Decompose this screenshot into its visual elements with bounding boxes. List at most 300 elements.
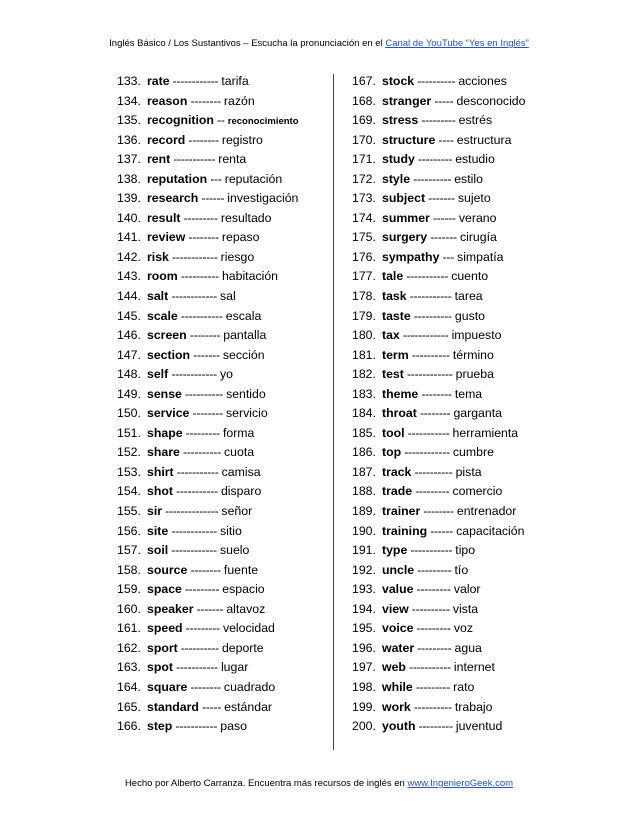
vocabulary-row (352, 443, 552, 463)
entry-number: 148. (117, 367, 141, 382)
footer-text: Hecho por Alberto Carranza. Encuentra más recursos de inglés en (124, 778, 408, 789)
spanish-translation: trabajo (454, 699, 493, 714)
vocabulary-row (117, 698, 332, 718)
spanish-translation: estructura (456, 132, 512, 147)
entry-number: 142. (117, 249, 141, 264)
entry-number: 165. (117, 699, 141, 714)
vocabulary-row (117, 404, 332, 424)
spanish-translation: vista (452, 601, 479, 616)
vocabulary-row (352, 111, 552, 131)
entry-number: 169. (352, 113, 376, 128)
entry-number: 185. (352, 425, 376, 440)
spanish-translation: yo (219, 367, 233, 382)
entry-number: 177. (352, 269, 376, 284)
dash-leader: ----------- (172, 660, 221, 675)
dash-leader: ----------- (172, 484, 221, 499)
entry-number: 170. (352, 132, 376, 147)
english-word: reputation (147, 171, 208, 186)
dash-leader: ------ (427, 523, 457, 538)
vocabulary-row (117, 346, 332, 366)
vocabulary-row (352, 92, 552, 112)
vocabulary-row (117, 307, 332, 327)
entry-number: 194. (352, 601, 376, 616)
vocabulary-row (117, 522, 332, 542)
english-word: water (382, 640, 415, 655)
vocabulary-row (352, 287, 552, 307)
english-word: standard (147, 699, 199, 714)
english-word: review (147, 230, 186, 245)
dash-leader: ------- (193, 601, 227, 616)
english-word: summer (382, 210, 430, 225)
spanish-translation: deporte (221, 640, 264, 655)
dash-leader: ---------- (179, 445, 225, 460)
youtube-channel-link[interactable]: Canal de YouTube “Yes en Inglés” (385, 38, 529, 49)
vocabulary-row (352, 600, 552, 620)
spanish-translation: sección (222, 347, 265, 362)
entry-number: 159. (117, 582, 141, 597)
dash-leader: ----------- (406, 289, 455, 304)
entry-number: 166. (117, 719, 141, 734)
english-word: structure (382, 132, 436, 147)
spanish-translation: internet (453, 660, 495, 675)
vocabulary-row (117, 228, 332, 248)
entry-number: 188. (352, 484, 376, 499)
dash-leader: -------- (187, 562, 224, 577)
spanish-translation: gusto (454, 308, 485, 323)
spanish-translation: prueba (455, 367, 494, 382)
vocabulary-row (352, 189, 552, 209)
english-word: trade (382, 484, 413, 499)
dash-leader: -------- (418, 386, 455, 401)
english-word: sense (147, 386, 182, 401)
english-word: test (382, 367, 404, 382)
entry-number: 158. (117, 562, 141, 577)
english-word: sympathy (382, 249, 440, 264)
english-word: room (147, 269, 178, 284)
english-word: theme (382, 386, 419, 401)
dash-leader: ------- (190, 347, 223, 362)
entry-number: 182. (352, 367, 376, 382)
english-word: youth (382, 719, 416, 734)
entry-number: 191. (352, 543, 376, 558)
vocabulary-row (117, 326, 332, 346)
dash-leader: --------- (182, 425, 223, 440)
entry-number: 197. (352, 660, 376, 675)
english-word: stranger (382, 93, 432, 108)
english-word: square (147, 679, 188, 694)
dash-leader: ---------- (408, 347, 453, 362)
spanish-translation: estrés (458, 113, 493, 128)
spanish-translation: pantalla (223, 328, 267, 343)
vocabulary-row (352, 404, 552, 424)
english-word: view (382, 601, 409, 616)
english-word: stock (382, 74, 415, 88)
dash-leader: ----------- (172, 719, 221, 734)
dash-leader: --- (439, 249, 458, 264)
spanish-translation: paso (220, 719, 247, 734)
english-word: task (382, 289, 407, 304)
dash-leader: --------- (418, 113, 459, 128)
entry-number: 134. (117, 93, 141, 108)
spanish-translation: cuento (451, 269, 489, 284)
vocabulary-column-left (117, 72, 332, 737)
vocabulary-row (352, 482, 552, 502)
entry-number: 162. (117, 640, 141, 655)
dash-leader: -------- (185, 132, 222, 147)
english-word: throat (382, 406, 417, 421)
dash-leader: ---------- (408, 601, 453, 616)
entry-number: 189. (352, 504, 376, 519)
spanish-translation: tipo (455, 543, 476, 558)
dash-leader: ---- (435, 132, 457, 147)
vocabulary-row (352, 522, 552, 542)
vocabulary-row (352, 463, 552, 483)
english-word: result (147, 210, 181, 225)
entry-number: 178. (352, 289, 376, 304)
vocabulary-row (117, 463, 332, 483)
english-word: sir (147, 504, 163, 519)
spanish-translation: tema (454, 386, 483, 401)
entry-number: 147. (117, 347, 141, 362)
english-word: spot (147, 660, 173, 675)
english-word: shape (147, 425, 183, 440)
dash-leader: ------ (429, 210, 459, 225)
dash-leader: --------- (414, 152, 456, 167)
spanish-translation: camisa (221, 464, 261, 479)
vocabulary-row (117, 580, 332, 600)
dash-leader: --------- (414, 562, 455, 577)
dash-leader: ----- (431, 93, 457, 108)
english-word: rent (147, 152, 171, 167)
dash-leader: ------------ (169, 74, 222, 88)
english-word: tale (382, 269, 404, 284)
spanish-translation: estudio (455, 152, 495, 167)
spanish-translation: lugar (220, 660, 249, 675)
dash-leader: ---------- (411, 464, 456, 479)
vocabulary-row (117, 150, 332, 170)
vocabulary-row (117, 678, 332, 698)
dash-leader: ----------- (173, 464, 222, 479)
entry-number: 140. (117, 210, 141, 225)
vocabulary-row (117, 385, 332, 405)
entry-number: 156. (117, 523, 141, 538)
spanish-translation: repaso (221, 230, 260, 245)
dash-leader: ---------- (177, 269, 222, 284)
dash-leader: ------------ (401, 445, 453, 460)
english-word: web (382, 660, 406, 675)
english-word: rate (147, 74, 170, 88)
english-word: work (382, 699, 411, 714)
spanish-translation: razón (223, 93, 255, 108)
dash-leader: --------- (180, 210, 221, 225)
english-word: uncle (382, 562, 415, 577)
entry-number: 151. (117, 425, 141, 440)
english-word: subject (382, 191, 426, 206)
vocabulary-row (117, 267, 332, 287)
spanish-translation: acciones (458, 74, 507, 88)
vocabulary-row (117, 72, 332, 92)
english-word: source (147, 562, 188, 577)
english-word: sport (147, 640, 178, 655)
english-word: trainer (382, 504, 421, 519)
vocabulary-row (352, 209, 552, 229)
english-word: risk (147, 249, 169, 264)
spanish-translation: garganta (453, 406, 502, 421)
entry-number: 149. (117, 386, 141, 401)
vocabulary-row (117, 502, 332, 522)
spanish-translation: capacitación (456, 523, 525, 538)
english-word: service (147, 406, 190, 421)
english-word: speed (147, 621, 183, 636)
page-header (0, 38, 638, 49)
dash-leader: ---------- (410, 308, 455, 323)
dash-leader: -------- (416, 406, 454, 421)
dash-leader: ------------ (168, 523, 220, 538)
english-word: surgery (382, 230, 428, 245)
entry-number: 179. (352, 308, 376, 323)
english-word: shot (147, 484, 173, 499)
english-word: share (147, 445, 180, 460)
vocabulary-row (352, 639, 552, 659)
vocabulary-row (117, 365, 332, 385)
vocabulary-row (117, 111, 332, 131)
entry-number: 137. (117, 152, 141, 167)
dash-leader: ---------- (414, 74, 459, 88)
page-footer (0, 778, 638, 789)
entry-number: 150. (117, 406, 141, 421)
english-word: step (147, 719, 173, 734)
entry-number: 180. (352, 328, 376, 343)
spanish-translation: altavoz (226, 601, 266, 616)
dash-leader: --------- (413, 621, 454, 636)
spanish-translation: servicio (226, 406, 268, 421)
spanish-translation: cuadrado (223, 679, 276, 694)
dash-leader: -- (213, 113, 228, 128)
dash-leader: -------- (189, 406, 226, 421)
english-word: shirt (147, 464, 174, 479)
english-word: self (147, 367, 169, 382)
spanish-translation: cirugía (459, 230, 497, 245)
vocabulary-row (352, 248, 552, 268)
entry-number: 145. (117, 308, 141, 323)
entry-number: 143. (117, 269, 141, 284)
spanish-translation: reputación (224, 171, 283, 186)
dash-leader: ------------ (168, 289, 220, 304)
vocabulary-row (352, 72, 552, 92)
dash-leader: --------- (181, 582, 223, 597)
english-word: style (382, 171, 411, 186)
spanish-translation: estándar (224, 699, 273, 714)
dash-leader: -------- (187, 679, 224, 694)
entry-number: 190. (352, 523, 376, 538)
entry-number: 183. (352, 386, 376, 401)
entry-number: 195. (352, 621, 376, 636)
dash-leader: ----------- (177, 308, 226, 323)
english-word: stress (382, 113, 419, 128)
entry-number: 160. (117, 601, 141, 616)
entry-number: 199. (352, 699, 376, 714)
spanish-translation: sal (219, 289, 236, 304)
header-text: Inglés Básico / Los Sustantivos – Escucha la pronunciación en el (109, 38, 386, 49)
vocabulary-column-right (352, 72, 552, 737)
spanish-translation: pista (455, 464, 482, 479)
entry-number: 155. (117, 504, 141, 519)
spanish-translation: verano (458, 210, 497, 225)
dash-leader: --------- (412, 484, 453, 499)
entry-number: 171. (352, 152, 376, 167)
entry-number: 144. (117, 289, 141, 304)
english-word: value (382, 582, 414, 597)
dash-leader: --- (207, 171, 225, 186)
vocabulary-row (352, 561, 552, 581)
dash-leader: --------- (414, 640, 455, 655)
spanish-translation: señor (221, 504, 253, 519)
english-word: study (382, 152, 415, 167)
english-word: track (382, 464, 412, 479)
spanish-translation: escala (225, 308, 262, 323)
english-word: while (382, 679, 413, 694)
entry-number: 198. (352, 679, 376, 694)
english-word: recognition (147, 113, 214, 128)
spanish-translation: voz (453, 621, 473, 636)
entry-number: 153. (117, 464, 141, 479)
entry-number: 133. (117, 74, 141, 88)
vocabulary-row (117, 443, 332, 463)
vocabulary-row (352, 619, 552, 639)
english-word: scale (147, 308, 178, 323)
vocabulary-row (117, 424, 332, 444)
entry-number: 186. (352, 445, 376, 460)
english-word: tool (382, 425, 405, 440)
website-link[interactable]: www.IngenieroGeek.com (407, 778, 514, 789)
vocabulary-row (117, 189, 332, 209)
spanish-translation: tarifa (221, 74, 249, 88)
spanish-translation: comercio (452, 484, 503, 499)
entry-number: 163. (117, 660, 141, 675)
spanish-translation: fuente (223, 562, 259, 577)
entry-number: 168. (352, 93, 376, 108)
vocabulary-row (352, 658, 552, 678)
vocabulary-row (352, 326, 552, 346)
entry-number: 152. (117, 445, 141, 460)
spanish-translation: simpatía (457, 249, 504, 264)
vocabulary-row (352, 228, 552, 248)
column-divider (333, 74, 334, 750)
spanish-translation: renta (218, 152, 247, 167)
english-word: reason (147, 93, 188, 108)
vocabulary-row (117, 619, 332, 639)
dash-leader: ----------- (403, 269, 452, 284)
entry-number: 176. (352, 249, 376, 264)
entry-number: 172. (352, 171, 376, 186)
vocabulary-row (117, 170, 332, 190)
dash-leader: ------------ (168, 543, 220, 558)
dash-leader: -------------- (162, 504, 222, 519)
dash-leader: -------- (420, 504, 457, 519)
vocabulary-row (352, 541, 552, 561)
english-word: term (382, 347, 409, 362)
spanish-translation: tío (454, 562, 469, 577)
english-word: space (147, 582, 182, 597)
spanish-translation: sentido (226, 386, 266, 401)
spanish-translation: sujeto (457, 191, 491, 206)
dash-leader: ------------ (403, 367, 456, 382)
english-word: record (147, 132, 186, 147)
dash-leader: -------- (186, 328, 224, 343)
english-word: type (382, 543, 408, 558)
vocabulary-row (352, 365, 552, 385)
dash-leader: ----------- (405, 660, 454, 675)
spanish-translation: impuesto (451, 328, 502, 343)
vocabulary-row (352, 307, 552, 327)
spanish-translation: velocidad (222, 621, 275, 636)
entry-number: 138. (117, 171, 141, 186)
spanish-translation: disparo (220, 484, 262, 499)
dash-leader: ------- (427, 230, 460, 245)
dash-leader: -------- (187, 93, 224, 108)
vocabulary-row (117, 287, 332, 307)
entry-number: 184. (352, 406, 376, 421)
vocabulary-row (117, 561, 332, 581)
vocabulary-row (352, 150, 552, 170)
entry-number: 135. (117, 113, 141, 128)
entry-number: 187. (352, 464, 376, 479)
vocabulary-row (352, 170, 552, 190)
spanish-translation: juventud (455, 719, 503, 734)
entry-number: 146. (117, 328, 141, 343)
dash-leader: ----------- (407, 543, 456, 558)
spanish-translation: cuota (224, 445, 255, 460)
spanish-translation: forma (222, 425, 255, 440)
spanish-translation: resultado (220, 210, 272, 225)
spanish-translation: suelo (219, 543, 250, 558)
entry-number: 200. (352, 719, 376, 734)
spanish-translation: sitio (219, 523, 242, 538)
dash-leader: ------------ (399, 328, 452, 343)
spanish-translation: reconocimiento (227, 116, 299, 128)
vocabulary-row (352, 717, 552, 737)
vocabulary-row (117, 209, 332, 229)
spanish-translation: herramienta (452, 425, 519, 440)
english-word: salt (147, 289, 169, 304)
vocabulary-row (117, 248, 332, 268)
english-word: voice (382, 621, 414, 636)
spanish-translation: valor (453, 582, 481, 597)
entry-number: 136. (117, 132, 141, 147)
vocabulary-row (352, 267, 552, 287)
dash-leader: -------- (185, 230, 222, 245)
dash-leader: ---------- (410, 171, 455, 186)
spanish-translation: estilo (454, 171, 483, 186)
spanish-translation: riesgo (220, 249, 255, 264)
english-word: soil (147, 543, 169, 558)
vocabulary-row (352, 385, 552, 405)
spanish-translation: agua (454, 640, 482, 655)
dash-leader: --------- (415, 719, 456, 734)
spanish-translation: rato (453, 679, 475, 694)
entry-number: 164. (117, 679, 141, 694)
entry-number: 141. (117, 230, 141, 245)
dash-leader: --------- (413, 582, 454, 597)
spanish-translation: tarea (454, 289, 483, 304)
dash-leader: ------------ (168, 367, 220, 382)
vocabulary-row (352, 131, 552, 151)
vocabulary-row (117, 717, 332, 737)
vocabulary-row (352, 698, 552, 718)
vocabulary-row (117, 639, 332, 659)
entry-number: 173. (352, 191, 376, 206)
dash-leader: ------- (425, 191, 458, 206)
